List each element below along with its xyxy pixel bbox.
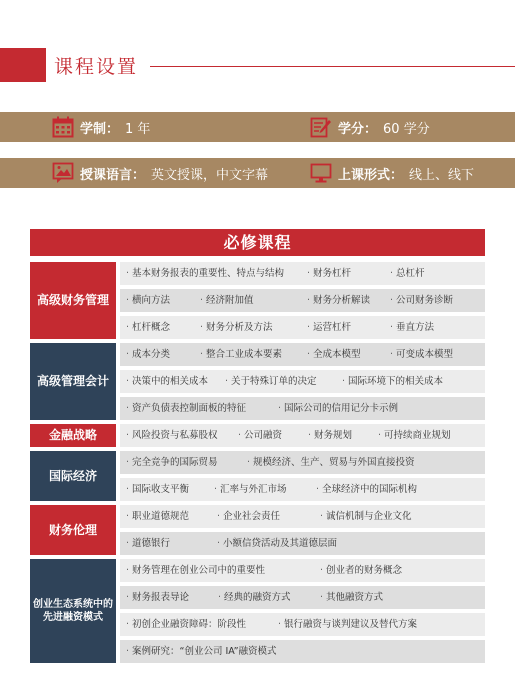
course-item: · 经典的融资方式: [218, 586, 291, 609]
monitor-icon: [310, 162, 332, 184]
course-row: [120, 640, 485, 663]
category-label: 财务伦理: [30, 505, 116, 555]
course-item: · 公司财务诊断: [390, 289, 453, 312]
course-item: · 财务分析及方法: [200, 316, 273, 339]
course-item: · 职业道德规范: [126, 505, 189, 528]
course-item: · 财务分析解读: [307, 289, 370, 312]
info-credits: [310, 112, 430, 142]
category-label: 高级财务管理: [30, 262, 116, 339]
course-item: · 横向方法: [126, 289, 170, 312]
course-item: · 风险投资与私募股权: [126, 424, 218, 447]
course-item: · 可变成本模型: [390, 343, 453, 366]
duration-value: 1 年: [125, 121, 151, 137]
image-chat-icon: [52, 162, 74, 184]
course-item: · 规模经济、生产、贸易与外国直接投资: [247, 451, 415, 474]
course-item: · 杠杆概念: [126, 316, 170, 339]
language-value: 英文授课，中文字幕: [151, 167, 269, 183]
course-item: · 成本分类: [126, 343, 170, 366]
course-item: · 基本财务报表的重要性、特点与结构: [126, 262, 284, 285]
section-divider: [150, 66, 515, 67]
course-item: · 可持续商业规划: [378, 424, 451, 447]
course-item: · 运营杠杆: [307, 316, 351, 339]
course-row: [120, 613, 485, 636]
course-item: · 完全竞争的国际贸易: [126, 451, 218, 474]
section-header: [0, 46, 515, 86]
calendar-icon: [52, 116, 74, 138]
course-item: · 创业者的财务概念: [320, 559, 402, 582]
info-duration: [52, 112, 150, 142]
course-item: · 诚信机制与企业文化: [320, 505, 412, 528]
course-item: · 资产负债表控制面板的特征: [126, 397, 246, 420]
course-item: · 整合工业成本要素: [200, 343, 282, 366]
duration-label: 学制：: [80, 121, 120, 137]
course-item: · 汇率与外汇市场: [214, 478, 287, 501]
credits-value: 60 学分: [383, 121, 430, 137]
course-item: · 初创企业融资障碍：阶段性: [126, 613, 246, 636]
course-row: [120, 397, 485, 420]
course-row: [120, 559, 485, 582]
course-item: · 财务杠杆: [307, 262, 351, 285]
section-title: 课程设置: [54, 56, 139, 78]
category-label: 创业生态系统中的先进融资模式: [30, 559, 116, 663]
course-row: [120, 478, 485, 501]
course-group: [30, 559, 485, 663]
course-table: [30, 262, 485, 667]
required-courses-title: 必修课程: [30, 229, 485, 256]
info-bar-duration-credits: [0, 112, 515, 142]
course-row: [120, 532, 485, 555]
category-label: 高级管理会计: [30, 343, 116, 420]
course-row: [120, 424, 485, 447]
course-row: [120, 289, 485, 312]
course-item: · 企业社会责任: [217, 505, 280, 528]
course-item: · 全成本模型: [307, 343, 361, 366]
course-item: · 道德银行: [126, 532, 170, 555]
format-label: 上课形式：: [338, 167, 404, 183]
course-row: [120, 451, 485, 474]
info-language: [52, 158, 268, 188]
course-row: [120, 505, 485, 528]
course-item: · 总杠杆: [390, 262, 425, 285]
course-item: · 案例研究：“创业公司 IA”融资模式: [126, 640, 277, 663]
format-value: 线上、线下: [409, 167, 475, 183]
document-pen-icon: [310, 116, 332, 138]
course-item: · 小额信贷活动及其道德层面: [217, 532, 337, 555]
course-row: [120, 343, 485, 366]
section-marker: [0, 48, 46, 82]
course-item: · 关于特殊订单的决定: [225, 370, 317, 393]
course-item: · 国际收支平衡: [126, 478, 189, 501]
course-item: · 国际环境下的相关成本: [342, 370, 443, 393]
course-item: · 财务报表导论: [126, 586, 189, 609]
course-item: · 财务管理在创业公司中的重要性: [126, 559, 265, 582]
course-row: [120, 586, 485, 609]
course-row: [120, 262, 485, 285]
course-item: · 决策中的相关成本: [126, 370, 208, 393]
course-group: [30, 343, 485, 420]
course-item: · 其他融资方式: [320, 586, 383, 609]
course-item: · 银行融资与谈判建议及替代方案: [278, 613, 417, 636]
category-label: 金融战略: [30, 424, 116, 447]
category-label: 国际经济: [30, 451, 116, 501]
info-format: [310, 158, 474, 188]
course-group: [30, 262, 485, 339]
course-group: [30, 424, 485, 447]
course-group: [30, 451, 485, 501]
language-label: 授课语言：: [80, 167, 146, 183]
course-item: · 经济附加值: [200, 289, 254, 312]
credits-label: 学分：: [338, 121, 378, 137]
course-item: · 国际公司的信用记分卡示例: [278, 397, 398, 420]
info-bar-language-format: [0, 158, 515, 188]
course-item: · 垂直方法: [390, 316, 434, 339]
course-group: [30, 505, 485, 555]
course-item: · 公司融资: [238, 424, 282, 447]
course-item: · 全球经济中的国际机构: [316, 478, 417, 501]
course-item: · 财务规划: [308, 424, 352, 447]
course-row: [120, 370, 485, 393]
course-row: [120, 316, 485, 339]
